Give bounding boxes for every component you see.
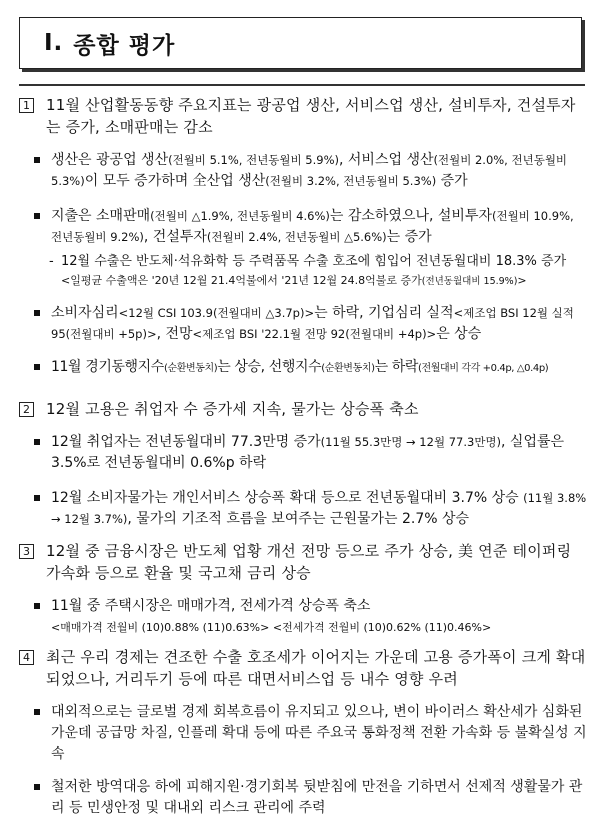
- square-bullet-icon: [34, 310, 40, 316]
- bullet-text: [51, 432, 587, 474]
- text-small: <제조업 BSI 12월 실적 95(전월대비 +5p)>: [51, 306, 574, 341]
- text: 는 하락: [374, 359, 419, 375]
- bullet-item: [19, 488, 587, 530]
- bullet-item: [19, 702, 587, 765]
- section-1: [19, 94, 587, 379]
- text: 생산은 광공업 생산: [51, 152, 169, 168]
- text-small: (전월비 5.1%, 전년동월비 5.9%): [168, 153, 339, 167]
- text: 소비자심리: [51, 305, 119, 321]
- text: 증가: [436, 173, 468, 189]
- section-heading: [19, 646, 587, 690]
- section-number-box: 2: [19, 402, 34, 417]
- text: 은 상승: [436, 326, 482, 342]
- bullet-item: [19, 777, 587, 819]
- text: 는 증가: [386, 229, 432, 245]
- text-small: (11월 3.8% → 12월 3.7%): [51, 491, 587, 526]
- section-heading-text: 11월 산업활동동향 주요지표는 광공업 생산, 서비스업 생산, 설비투자, 건설투자는 증가, 소매판매는 감소: [46, 96, 576, 136]
- text-small: (전월비 2.0%, 전년동월비 5.3%): [51, 153, 568, 188]
- note-text: >: [517, 274, 527, 287]
- square-bullet-icon: [34, 709, 40, 715]
- text-small: (전월대비 각각 +0.4p, △0.4p): [418, 363, 549, 374]
- bullet-text: [51, 488, 587, 530]
- text: , 물가의 기조적 흐름을 보여주는 근원물가는 2.7% 상승: [127, 511, 470, 527]
- section-heading-text: 12월 중 금융시장은 반도체 업황 개선 전망 등으로 주가 상승, 美 연준 테이퍼링 가속화 등으로 환율 및 국고채 금리 상승: [46, 542, 572, 582]
- text-small: (전월비 3.2%, 전년동월비 5.3%): [265, 174, 437, 188]
- text-small: (전월비 △1.9%, 전년동월비 4.6%): [150, 209, 330, 223]
- sub-item-text: [61, 252, 587, 291]
- divider: [19, 84, 585, 86]
- bullet-item: [19, 303, 587, 345]
- dash-marker: -: [49, 254, 54, 269]
- text: 지출은 소매판매: [51, 208, 151, 224]
- section-heading: [19, 94, 587, 138]
- note-text-small: (전년동월대비 15.9%): [421, 276, 518, 287]
- square-bullet-icon: [34, 603, 40, 609]
- text: 는 감소하였으나, 설비투자: [329, 208, 492, 224]
- bullet-text: [51, 596, 587, 638]
- bullet-text: [51, 150, 587, 192]
- section-heading-text: 최근 우리 경제는 견조한 수출 호조세가 이어지는 가운데 고용 증가폭이 크게 확대되었으나, 거리두기 등에 따른 대면서비스업 등 내수 영향 우려: [46, 648, 586, 688]
- section-heading: [19, 398, 587, 420]
- section-number-box: 4: [19, 650, 34, 665]
- bullet-text: [51, 303, 587, 345]
- text-small: (11월 55.3만명 → 12월 77.3만명): [320, 435, 502, 449]
- square-bullet-icon: [34, 495, 40, 501]
- section-title: 종합 평가: [73, 32, 176, 59]
- note-text: <매매가격 전월비 (10)0.88% (11)0.63%> <전세가격 전월비 (10)0.62% (11)0.46%>: [51, 621, 492, 634]
- text-small: <12월 CSI 103.9(전월대비 △3.7p)>: [118, 306, 315, 320]
- bullet-item: [19, 206, 587, 248]
- square-bullet-icon: [34, 364, 40, 370]
- bullet-text: 대외적으로는 글로벌 경제 회복흐름이 유지되고 있으나, 변이 바이러스 확산세가 심화된 가운데 공급망 차질, 인플레 확대 등에 따른 주요국 통화정책 전환 가속화 등 불확실성 지속: [51, 704, 587, 762]
- square-bullet-icon: [34, 157, 40, 163]
- note-text: <일평균 수출액은 '20년 12월 21.4억불에서 '21년 12월 24.8억불로 증가: [61, 274, 422, 287]
- section-heading-text: 12월 고용은 취업자 수 증가세 지속, 물가는 상승폭 축소: [46, 400, 419, 418]
- section-heading: [19, 540, 587, 584]
- text-small: (전월비 10.9%, 전년동월비 9.2%): [51, 209, 574, 244]
- bullet-text: [51, 357, 587, 379]
- section-number-box: 3: [19, 544, 34, 559]
- bullet-text: [51, 206, 587, 248]
- text-small: (전월비 2.4%, 전년동월비 △5.6%): [206, 230, 387, 244]
- section-2: [19, 398, 587, 530]
- text: , 건설투자: [143, 229, 207, 245]
- text: , 실업률은 3.5%로 전년동월대비 0.6%p 하락: [51, 434, 565, 471]
- text: 는 상승, 선행지수: [217, 359, 322, 375]
- text-small: <제조업 BSI '22.1월 전망 92(전월대비 +4p)>: [192, 327, 437, 341]
- bullet-item: [19, 596, 587, 638]
- section-4: [19, 646, 587, 819]
- text: 는 하락, 기업심리 실적: [314, 305, 454, 321]
- section-title-box: [19, 17, 582, 69]
- section-roman-numeral: Ⅰ.: [44, 30, 64, 56]
- bullet-item: [19, 150, 587, 192]
- text-small: (순환변동치): [321, 363, 375, 374]
- bullet-item: [19, 432, 587, 474]
- bullet-text: 철저한 방역대응 하에 피해지원·경기회복 뒷받침에 만전을 기하면서 선제적 생활물가 관리 등 민생안정 및 대내외 리스크 관리에 주력: [51, 779, 583, 816]
- text: 11월 경기동행지수: [51, 359, 164, 375]
- text: 11월 중 주택시장은 매매가격, 전세가격 상승폭 축소: [51, 598, 371, 614]
- text: 12월 취업자는 전년동월대비 77.3만명 증가: [51, 434, 321, 450]
- text: , 전망: [156, 326, 193, 342]
- text: , 서비스업 생산: [339, 152, 434, 168]
- text: 12월 수출은 반도체·석유화학 등 주력품목 수출 호조에 힘입어 전년동월대비 18.3% 증가: [61, 254, 567, 269]
- sub-item: [19, 252, 587, 291]
- text: 이 모두 증가하며 全산업 생산: [84, 173, 266, 189]
- text-small: (순환변동치): [163, 363, 218, 374]
- square-bullet-icon: [34, 784, 40, 790]
- bullet-item: [19, 357, 587, 379]
- section-3: [19, 540, 587, 638]
- square-bullet-icon: [34, 213, 40, 219]
- text: 12월 소비자물가는 개인서비스 상승폭 확대 등으로 전년동월대비 3.7% 상승: [51, 490, 524, 506]
- square-bullet-icon: [34, 439, 40, 445]
- section-number-box: 1: [19, 98, 34, 113]
